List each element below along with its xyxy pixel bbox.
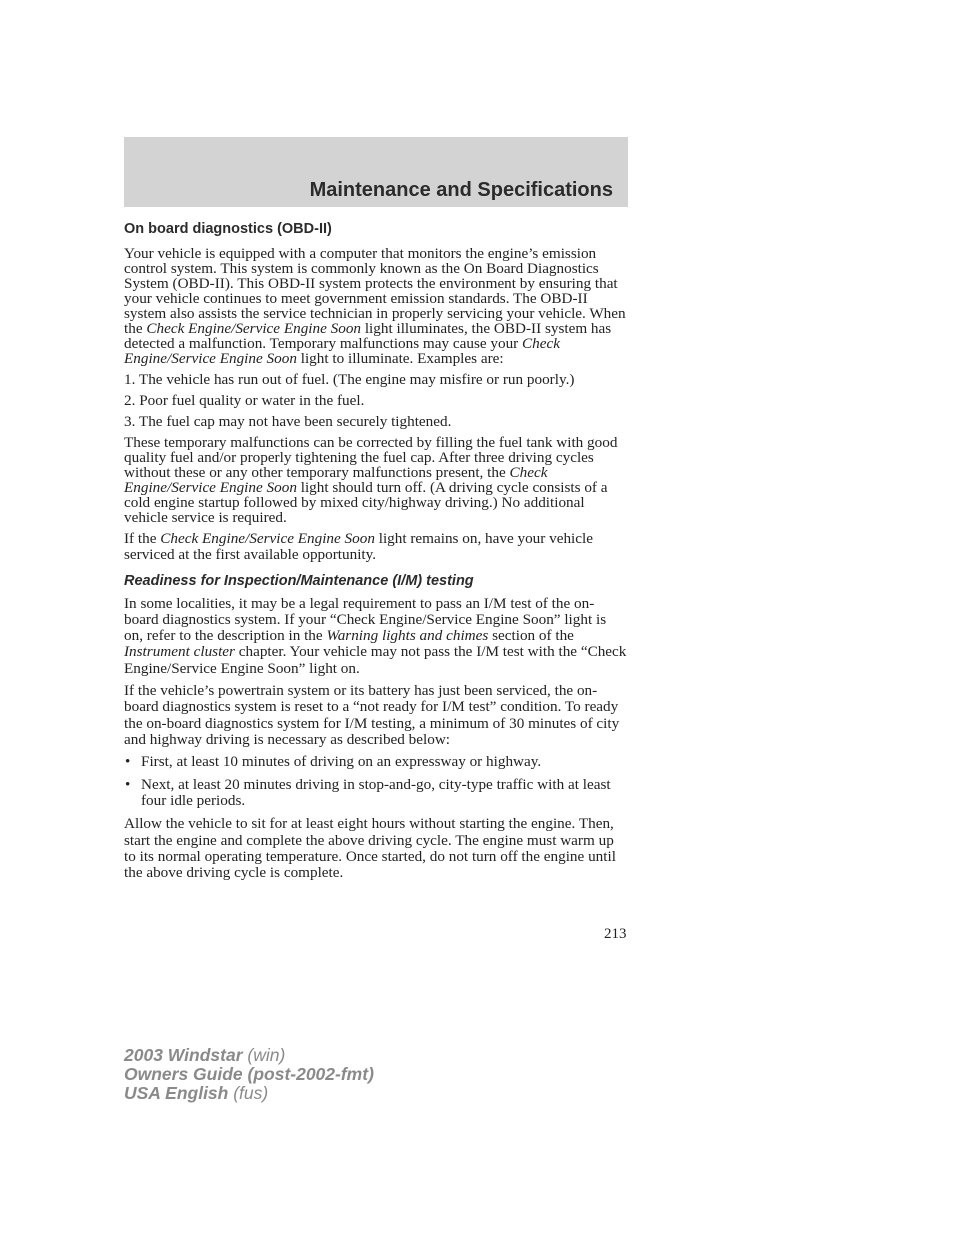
bullet-icon: • — [125, 776, 131, 794]
page-content — [124, 220, 628, 887]
example-item: 2. Poor fuel quality or water in the fuel. — [124, 392, 365, 409]
example-item: 1. The vehicle has run out of fuel. (The engine may misfire or run poorly.) — [124, 371, 575, 388]
obd-paragraph-3: If the Check Engine/Service Engine Soon light remains on, have your vehicle serviced at the first available opportunity. — [124, 530, 593, 564]
section-header-band — [124, 137, 628, 207]
list-item: • First, at least 10 minutes of driving on an expressway or highway. — [125, 753, 542, 771]
im-bullet-list — [124, 754, 628, 809]
obd-paragraph-1: Your vehicle is equipped with a computer that monitors the engine’s emission control system. This system is commonly known as the On Board Diagnostics System (OBD-II). This OBD-II system protects the environment by ensuring that your vehicle continues to meet government emission standards. The OBD-II system also assists the service technician in properly servicing your vehicle. When the Check Engine/Service Engine Soon light illuminates, the OBD-II system has detected a malfunction. Temporary malfunctions may cause your Check Engine/Service Engine Soon light to illuminate. Examples are: — [124, 245, 626, 367]
im-paragraph-3: Allow the vehicle to sit for at least eight hours without starting the engine. Then, start the engine and complete the above driving cycle. The engine must warm up to its normal operating temperature. Once started, do not turn off the engine until the above driving cycle is complete. — [124, 815, 616, 882]
obd-paragraph-2: These temporary malfunctions can be corrected by filling the fuel tank with good quality fuel and/or properly tightening the fuel cap. After three driving cycles without these or any other temporary malfunctions present, the Check Engine/Service Engine Soon light should turn off. (A driving cycle consists of a cold engine startup followed by mixed city/highway driving.) No additional vehicle service is required. — [124, 434, 618, 526]
im-paragraph-1: In some localities, it may be a legal requirement to pass an I/M test of the on-board diagnostics system. If your “Check Engine/Service Engine Soon” light is on, refer to the description in the Warning lights and chimes section of the Instrument cluster chapter. Your vehicle may not pass the I/M test with the “Check Engine/Service Engine Soon” light on. — [124, 594, 627, 677]
im-paragraph-2: If the vehicle’s powertrain system or its battery has just been serviced, the on-board diagnostics system is reset to a “not ready for I/M test” condition. To ready the on-board diagnostics system for I/M testing, a minimum of 30 minutes of city and highway driving is necessary as described below: — [124, 682, 620, 748]
bullet-icon: • — [125, 753, 131, 771]
document-footer — [124, 1046, 374, 1103]
section-title: Maintenance and Specifications — [309, 179, 613, 201]
list-item: • Next, at least 20 minutes driving in stop-and-go, city-type traffic with at least four idle periods. — [125, 776, 611, 810]
footer-line-2: Owners Guide (post-2002-fmt) — [124, 1064, 374, 1084]
im-heading: Readiness for Inspection/Maintenance (I/M) testing — [124, 572, 474, 589]
footer-line-1: 2003 Windstar (win) — [124, 1045, 286, 1065]
example-item: 3. The fuel cap may not have been securely tightened. — [124, 413, 452, 430]
obd-heading: On board diagnostics (OBD-II) — [124, 221, 332, 237]
page-number: 213 — [604, 926, 627, 942]
footer-line-3: USA English (fus) — [124, 1083, 269, 1103]
